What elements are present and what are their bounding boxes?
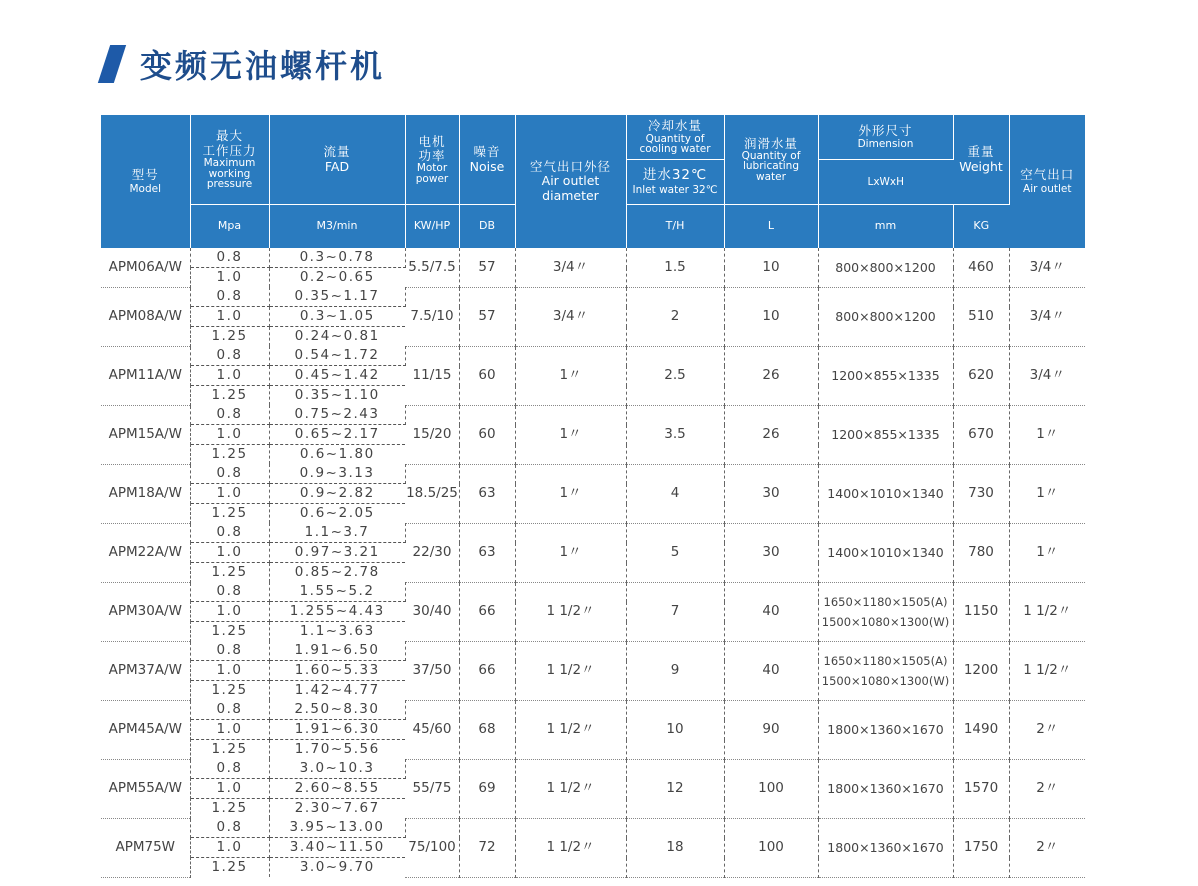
- fad-cell: 0.54~1.72: [269, 346, 405, 366]
- pressure-cell: 0.8: [190, 818, 269, 838]
- outlet-cell: 2〃: [1009, 759, 1085, 818]
- header-fad: 流量 FAD: [269, 115, 405, 205]
- cooling-cell: 10: [626, 700, 724, 759]
- outlet-diameter-cell: 1 1/2〃: [515, 582, 626, 641]
- table-row: [101, 700, 1085, 720]
- pressure-cell: 1.0: [190, 779, 269, 799]
- pressure-cell: 1.0: [190, 602, 269, 622]
- dimension-cell: [818, 464, 953, 523]
- outlet-diameter-cell: 1〃: [515, 405, 626, 464]
- dimension-line: 1800×1360×1670: [827, 840, 944, 855]
- pressure-cell: 1.25: [190, 563, 269, 583]
- fad-cell: 0.24~0.81: [294, 328, 380, 344]
- model-cell: APM06A/W: [101, 248, 190, 287]
- noise-cell: 57: [459, 287, 515, 346]
- dimension-cell: [818, 346, 953, 405]
- header-model: 型号 Model: [101, 115, 190, 248]
- header-motor: 电机 功率 Motor power: [405, 115, 459, 205]
- outlet-cell: 1〃: [1009, 464, 1085, 523]
- motor-cell: 22/30: [405, 523, 459, 582]
- pressure-cell: 1.25: [190, 799, 269, 819]
- pressure-cell: 1.0: [190, 838, 269, 858]
- dimension-cell: [818, 523, 953, 582]
- outlet-diameter-cell: 1 1/2〃: [515, 700, 626, 759]
- outlet-diameter-cell: 1 1/2〃: [515, 818, 626, 877]
- pressure-cell: 0.8: [190, 700, 269, 720]
- motor-cell: 5.5/7.5: [405, 248, 459, 287]
- fad-cell: 0.35~1.17: [269, 287, 405, 307]
- table-row: [101, 641, 1085, 661]
- fad-cell: 3.0~10.3: [269, 759, 405, 779]
- pressure-cell: 1.0: [190, 543, 269, 563]
- motor-cell: 37/50: [405, 641, 459, 700]
- weight-cell: 780: [953, 523, 1009, 582]
- header-outlet: 空气出口 Air outlet: [1009, 115, 1085, 248]
- pressure-cell: 1.0: [190, 307, 269, 327]
- spec-table-body: [101, 248, 1085, 877]
- dimension-cell: [818, 582, 953, 641]
- fad-cell: 0.97~3.21: [269, 543, 405, 563]
- outlet-diameter-cell: 3/4〃: [515, 287, 626, 346]
- model-cell: APM75W: [101, 818, 190, 877]
- weight-cell: 1570: [953, 759, 1009, 818]
- noise-cell: 63: [459, 523, 515, 582]
- outlet-cell: 3/4〃: [1009, 346, 1085, 405]
- fad-cell: 0.65~2.17: [269, 425, 405, 445]
- fad-cell: 1.255~4.43: [269, 602, 405, 622]
- dimension-cell: [818, 818, 953, 877]
- pressure-cell: 0.8: [190, 248, 269, 268]
- noise-cell: 68: [459, 700, 515, 759]
- title-slash-icon: [98, 45, 126, 83]
- cooling-cell: 5: [626, 523, 724, 582]
- page-title-bar: [104, 40, 385, 88]
- model-cell: APM18A/W: [101, 464, 190, 523]
- noise-cell: 72: [459, 818, 515, 877]
- weight-cell: 1200: [953, 641, 1009, 700]
- fad-cell: 0.6~2.05: [299, 505, 375, 521]
- fad-cell: 3.95~13.00: [269, 818, 405, 838]
- pressure-cell: 1.0: [190, 425, 269, 445]
- unit-lube: L: [724, 205, 818, 249]
- lube-cell: 26: [724, 405, 818, 464]
- fad-cell: 0.2~0.65: [299, 269, 375, 285]
- motor-cell: 75/100: [405, 818, 459, 877]
- table-row: [101, 582, 1085, 602]
- cooling-cell: 7: [626, 582, 724, 641]
- fad-cell: 2.60~8.55: [269, 779, 405, 799]
- weight-cell: 460: [953, 248, 1009, 287]
- model-cell: APM30A/W: [101, 582, 190, 641]
- fad-cell: 1.1~3.63: [299, 623, 375, 639]
- header-weight: 重量 Weight: [953, 115, 1009, 205]
- cooling-cell: 9: [626, 641, 724, 700]
- fad-cell: 1.55~5.2: [269, 582, 405, 602]
- motor-cell: 15/20: [405, 405, 459, 464]
- noise-cell: 57: [459, 248, 515, 287]
- noise-cell: 66: [459, 641, 515, 700]
- noise-cell: 60: [459, 405, 515, 464]
- cooling-cell: 2.5: [626, 346, 724, 405]
- cooling-cell: 1.5: [626, 248, 724, 287]
- header-cooling: 冷却水量 Quantity of cooling water: [626, 115, 724, 160]
- header-outlet-diameter: 空气出口外径 Air outlet diameter: [515, 115, 626, 248]
- model-cell: APM55A/W: [101, 759, 190, 818]
- motor-cell: 7.5/10: [405, 287, 459, 346]
- lube-cell: 10: [724, 287, 818, 346]
- weight-cell: 620: [953, 346, 1009, 405]
- lube-cell: 100: [724, 818, 818, 877]
- dimension-cell: [818, 759, 953, 818]
- dimension-cell: [818, 248, 953, 287]
- outlet-diameter-cell: 1 1/2〃: [515, 641, 626, 700]
- pressure-cell: 1.25: [190, 386, 269, 406]
- lube-cell: 26: [724, 346, 818, 405]
- pressure-cell: 0.8: [190, 759, 269, 779]
- pressure-cell: 1.25: [190, 681, 269, 701]
- weight-cell: 730: [953, 464, 1009, 523]
- header-lube: 润滑水量 Quantity of lubricating water: [724, 115, 818, 205]
- fad-cell: 2.30~7.67: [294, 800, 380, 816]
- model-cell: APM22A/W: [101, 523, 190, 582]
- spec-table: [101, 115, 1085, 878]
- weight-cell: 1150: [953, 582, 1009, 641]
- dimension-cell: [818, 641, 953, 700]
- lube-cell: 90: [724, 700, 818, 759]
- fad-cell: 1.1~3.7: [269, 523, 405, 543]
- fad-cell: 2.50~8.30: [269, 700, 405, 720]
- table-row: [101, 405, 1085, 425]
- cooling-cell: 12: [626, 759, 724, 818]
- outlet-diameter-cell: 1 1/2〃: [515, 759, 626, 818]
- table-row: [101, 346, 1085, 366]
- lube-cell: 40: [724, 582, 818, 641]
- model-cell: APM11A/W: [101, 346, 190, 405]
- unit-weight: KG: [953, 205, 1009, 249]
- dimension-line: 1200×855×1335: [831, 368, 940, 383]
- table-row: [101, 287, 1085, 307]
- pressure-cell: 0.8: [190, 346, 269, 366]
- pressure-cell: 1.25: [190, 622, 269, 642]
- lube-cell: 10: [724, 248, 818, 287]
- cooling-cell: 2: [626, 287, 724, 346]
- pressure-cell: 1.0: [190, 661, 269, 681]
- fad-cell: 0.45~1.42: [269, 366, 405, 386]
- outlet-cell: 2〃: [1009, 818, 1085, 877]
- page-title: 变频无油螺杆机: [140, 47, 386, 85]
- dimension-line: 800×800×1200: [835, 309, 936, 324]
- weight-cell: 1750: [953, 818, 1009, 877]
- table-row: [101, 759, 1085, 779]
- motor-cell: 11/15: [405, 346, 459, 405]
- pressure-cell: 0.8: [190, 287, 269, 307]
- outlet-cell: 1 1/2〃: [1009, 641, 1085, 700]
- dimension-line: 1400×1010×1340: [827, 545, 944, 560]
- pressure-cell: 1.25: [190, 740, 269, 760]
- noise-cell: 66: [459, 582, 515, 641]
- dimension-line: 1500×1080×1300(W): [821, 673, 950, 688]
- table-row: [101, 523, 1085, 543]
- model-cell: APM15A/W: [101, 405, 190, 464]
- lube-cell: 40: [724, 641, 818, 700]
- pressure-cell: 0.8: [190, 582, 269, 602]
- motor-cell: 55/75: [405, 759, 459, 818]
- weight-cell: 510: [953, 287, 1009, 346]
- pressure-cell: 1.25: [190, 504, 269, 524]
- dimension-line: 1500×1080×1300(W): [821, 614, 950, 629]
- header-dimension: 外形尺寸 Dimension: [818, 115, 953, 160]
- pressure-cell: 0.8: [190, 523, 269, 543]
- weight-cell: 1490: [953, 700, 1009, 759]
- unit-noise: DB: [459, 205, 515, 249]
- dimension-line: 1800×1360×1670: [827, 781, 944, 796]
- lube-cell: 30: [724, 523, 818, 582]
- unit-pressure: Mpa: [190, 205, 269, 249]
- fad-cell: 0.85~2.78: [294, 564, 380, 580]
- outlet-diameter-cell: 1〃: [515, 464, 626, 523]
- dimension-line: 1650×1180×1505(A): [823, 653, 948, 668]
- dimension-line: 1650×1180×1505(A): [823, 594, 948, 609]
- fad-cell: 0.3~0.78: [269, 248, 405, 268]
- dimension-cell: [818, 700, 953, 759]
- outlet-diameter-cell: 3/4〃: [515, 248, 626, 287]
- fad-cell: 0.35~1.10: [294, 387, 380, 403]
- lube-cell: 30: [724, 464, 818, 523]
- model-cell: APM08A/W: [101, 287, 190, 346]
- weight-cell: 670: [953, 405, 1009, 464]
- unit-cooling: T/H: [626, 205, 724, 249]
- lube-cell: 100: [724, 759, 818, 818]
- cooling-cell: 4: [626, 464, 724, 523]
- header-pressure: 最大 工作压力 Maximum working pressure: [190, 115, 269, 205]
- noise-cell: 63: [459, 464, 515, 523]
- fad-cell: 3.0~9.70: [299, 859, 375, 875]
- dimension-cell: [818, 405, 953, 464]
- fad-cell: 0.9~3.13: [269, 464, 405, 484]
- dimension-line: 1400×1010×1340: [827, 486, 944, 501]
- pressure-cell: 1.0: [190, 366, 269, 386]
- motor-cell: 30/40: [405, 582, 459, 641]
- pressure-cell: 1.0: [190, 720, 269, 740]
- dimension-line: 1200×855×1335: [831, 427, 940, 442]
- fad-cell: 1.91~6.30: [269, 720, 405, 740]
- outlet-cell: 1〃: [1009, 405, 1085, 464]
- pressure-cell: 1.25: [190, 858, 269, 878]
- fad-cell: 1.91~6.50: [269, 641, 405, 661]
- model-cell: APM45A/W: [101, 700, 190, 759]
- dimension-line: 800×800×1200: [835, 259, 936, 275]
- noise-cell: 60: [459, 346, 515, 405]
- unit-fad: M3/min: [269, 205, 405, 249]
- table-row: [101, 464, 1085, 484]
- pressure-cell: 1.25: [190, 445, 269, 465]
- pressure-cell: 1.25: [190, 327, 269, 347]
- fad-cell: 0.3~1.05: [269, 307, 405, 327]
- fad-cell: 0.6~1.80: [299, 446, 375, 462]
- pressure-cell: 0.8: [190, 641, 269, 661]
- model-cell: APM37A/W: [101, 641, 190, 700]
- header-cooling-inlet: 进水32℃ Inlet water 32℃: [626, 160, 724, 205]
- cooling-cell: 3.5: [626, 405, 724, 464]
- outlet-cell: 1 1/2〃: [1009, 582, 1085, 641]
- fad-cell: 1.60~5.33: [269, 661, 405, 681]
- dimension-line: 1800×1360×1670: [827, 722, 944, 737]
- noise-cell: 69: [459, 759, 515, 818]
- table-row: [101, 248, 1085, 268]
- pressure-cell: 1.0: [190, 268, 269, 288]
- motor-cell: 45/60: [405, 700, 459, 759]
- outlet-cell: 3/4〃: [1009, 248, 1085, 287]
- outlet-cell: 1〃: [1009, 523, 1085, 582]
- table-row: [101, 818, 1085, 838]
- unit-dimension: mm: [818, 205, 953, 249]
- outlet-cell: 3/4〃: [1009, 287, 1085, 346]
- unit-motor: KW/HP: [405, 205, 459, 249]
- fad-cell: 0.75~2.43: [269, 405, 405, 425]
- outlet-diameter-cell: 1〃: [515, 523, 626, 582]
- cooling-cell: 18: [626, 818, 724, 877]
- outlet-diameter-cell: 1〃: [515, 346, 626, 405]
- pressure-cell: 1.0: [190, 484, 269, 504]
- dimension-cell: [818, 287, 953, 346]
- pressure-cell: 0.8: [190, 405, 269, 425]
- header-noise: 噪音 Noise: [459, 115, 515, 205]
- fad-cell: 0.9~2.82: [269, 484, 405, 504]
- fad-cell: 1.70~5.56: [294, 741, 380, 757]
- header-dimension-sub: LxWxH: [818, 160, 953, 205]
- pressure-cell: 0.8: [190, 464, 269, 484]
- fad-cell: 1.42~4.77: [294, 682, 380, 698]
- motor-cell: 18.5/25: [405, 464, 459, 523]
- outlet-cell: 2〃: [1009, 700, 1085, 759]
- fad-cell: 3.40~11.50: [269, 838, 405, 858]
